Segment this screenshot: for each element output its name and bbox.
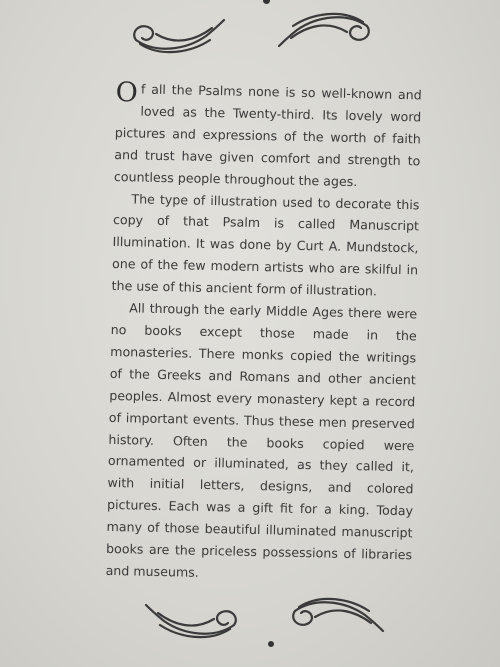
paragraph-text: f all the Psalms none is so well-known and loved as the Twenty-third. Its lovely word pictures and expressions of the worth of faith and trust have given comfort and strength to countless people throughout the ages. bbox=[113, 81, 422, 189]
scroll-flourish-icon bbox=[277, 10, 377, 56]
body-text bbox=[105, 78, 421, 588]
scroll-flourish-icon bbox=[144, 595, 244, 641]
scroll-flourish-icon bbox=[285, 595, 385, 641]
dot-ornament-icon bbox=[268, 641, 274, 647]
drop-cap: O bbox=[115, 77, 139, 109]
paragraph: All through the early Middle Ages there were no books except those made in the monasteries. There monks copied the writings of the Greeks and Romans and other ancient peoples. Almost every monastery kept a record of important events. Thus these men preserved history. Often the books copied were ornamented or illuminated, as they called it, with initial letters, designs, and colored pictures. Each was a gift fit for a king. Today many of those beautiful illuminated manuscript books are the priceless possessions of libraries and museums. bbox=[105, 300, 418, 580]
scroll-flourish-icon bbox=[126, 10, 226, 56]
paragraph bbox=[114, 78, 422, 194]
dot-ornament-icon bbox=[263, 0, 270, 4]
paragraph: The type of illustration used to decorate this copy of that Psalm is called Manuscript Illumination. It was done by Curt A. Mundstock, one of the few modern artists who are skilful in the use of this ancient form of illustration. bbox=[111, 190, 420, 299]
